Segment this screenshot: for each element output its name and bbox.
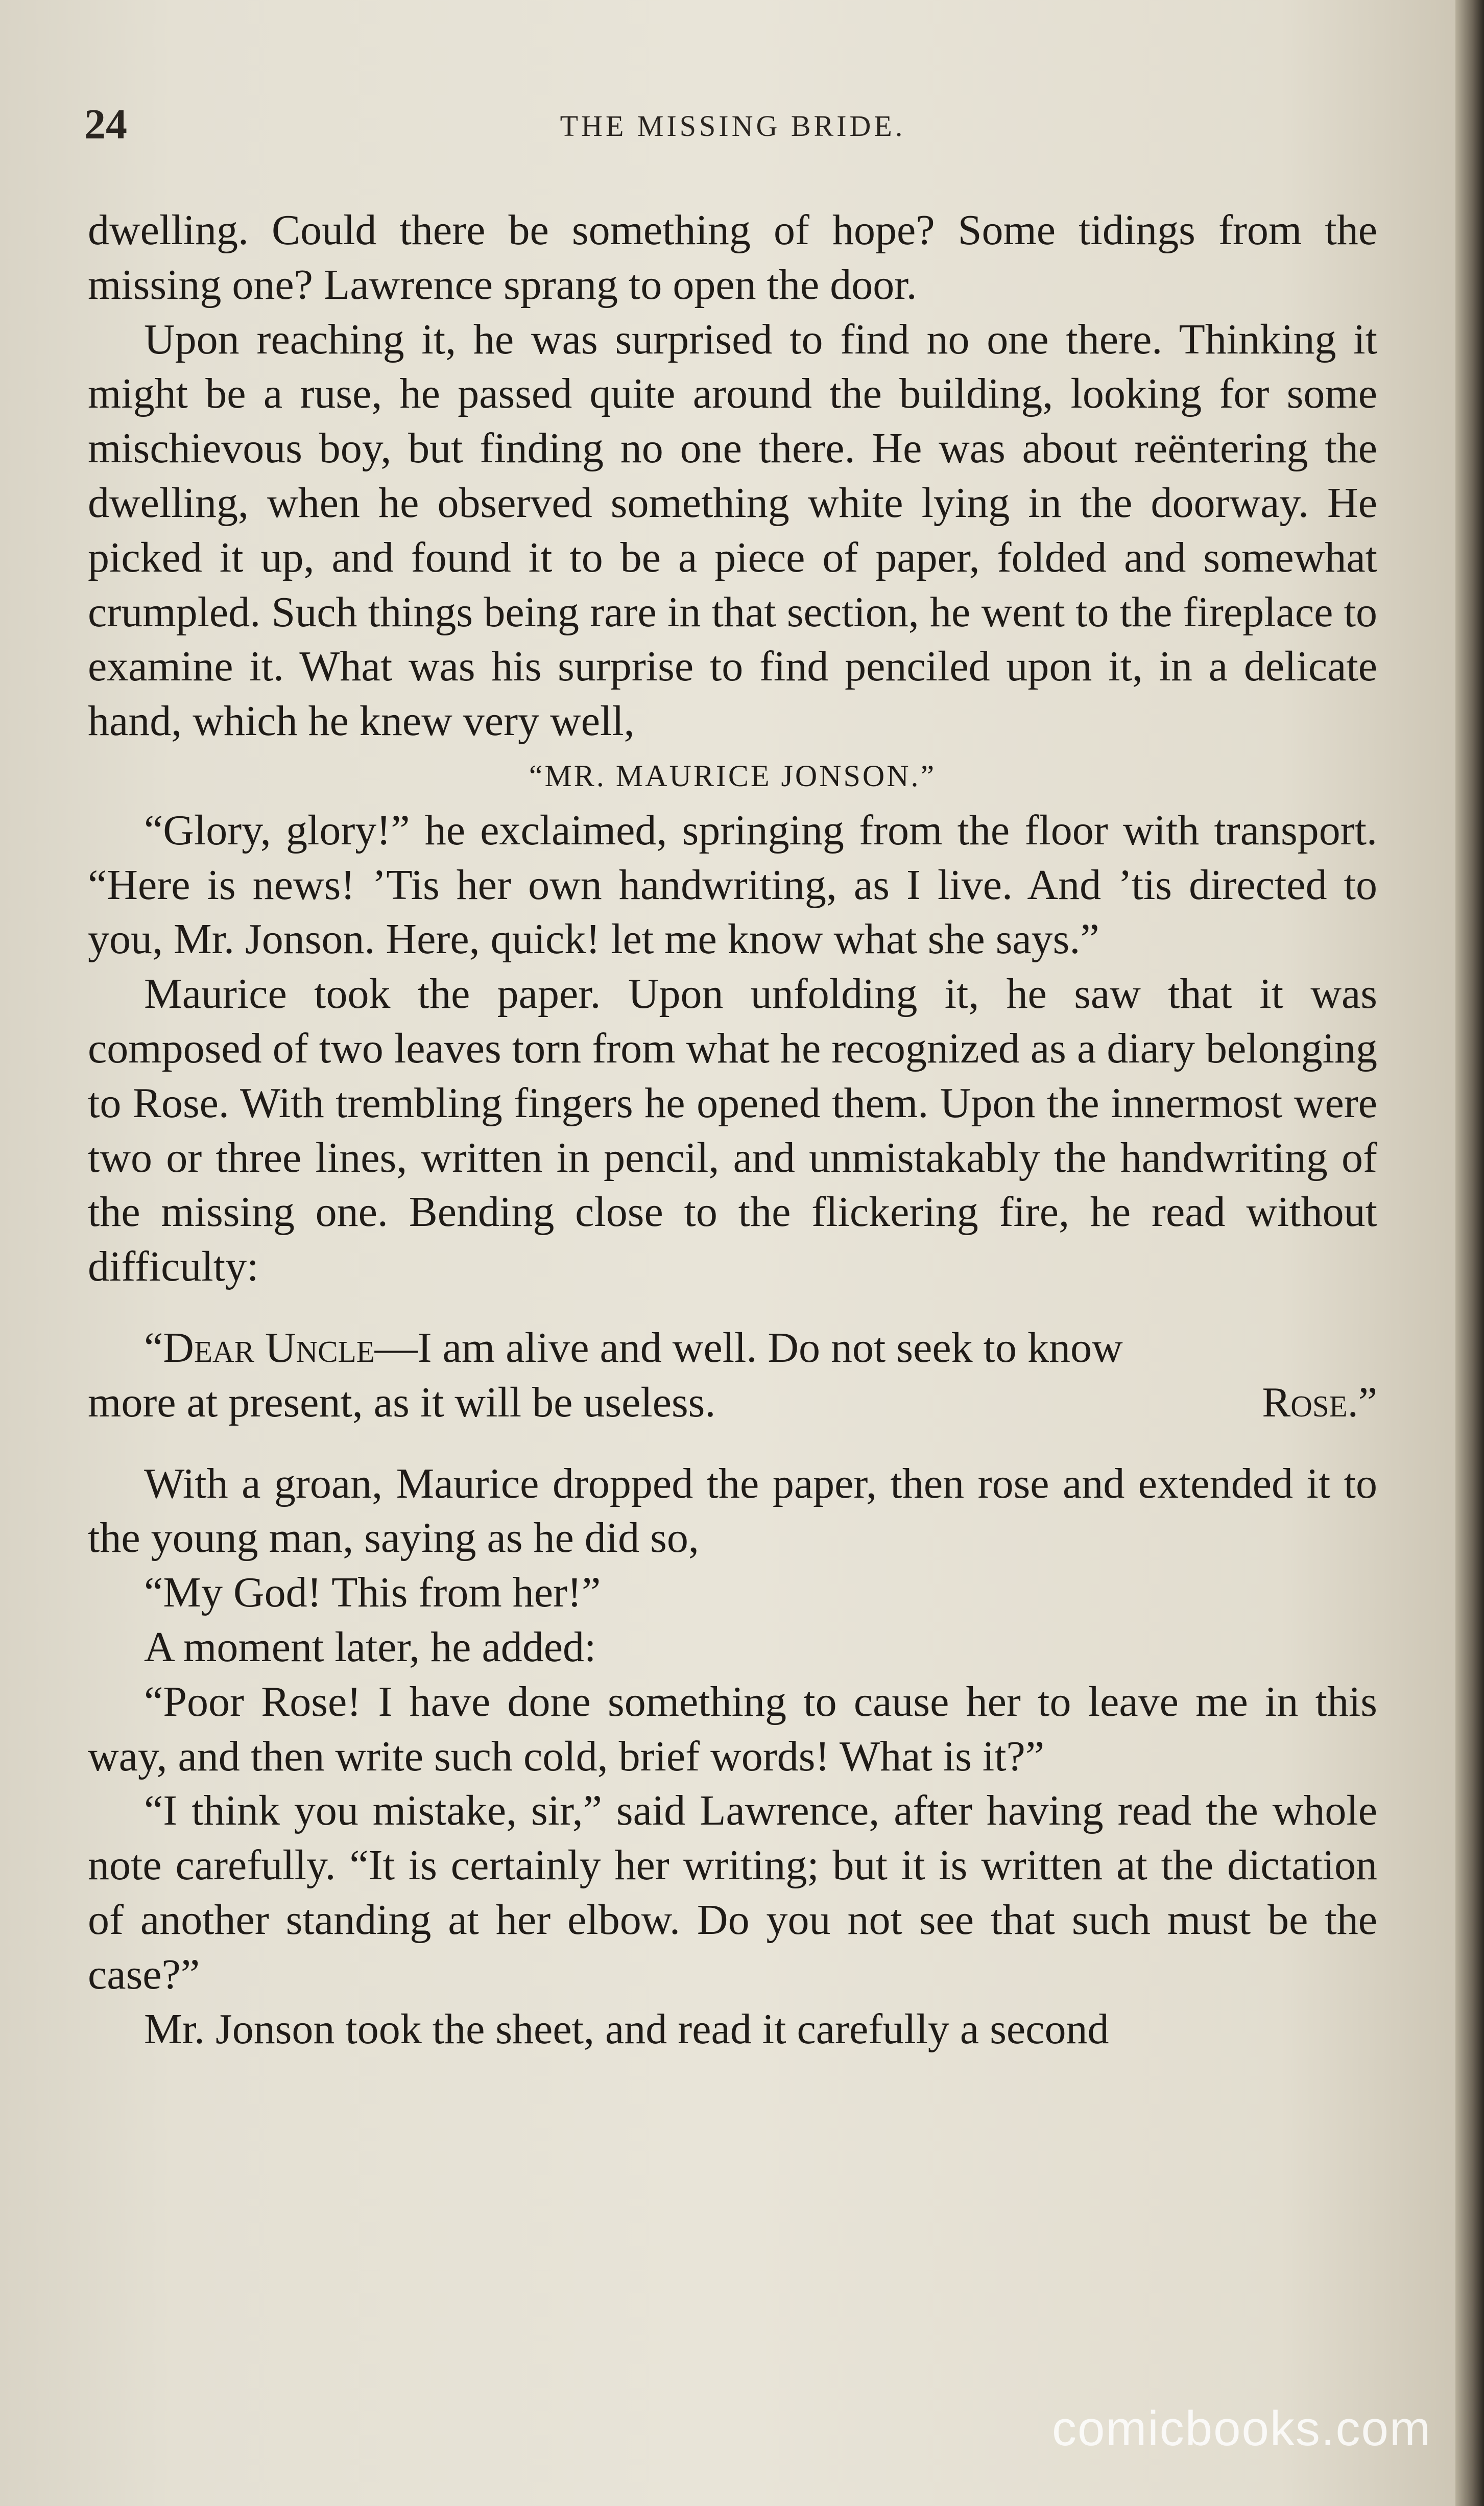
paragraph-3: “Glory, glory!” he exclaimed, springing from the floor with transport. “Here is news! ’Tis her own handwriting, as I live. And ’tis directed to you, Mr. Jonson. Here, quick! let me know what she says.”	[88, 806, 1377, 963]
paragraph-10: Mr. Jonson took the sheet, and read it carefully a second	[144, 2005, 1109, 2053]
paragraph-6: “My God! This from her!”	[144, 1569, 601, 1617]
paragraph-5: With a groan, Maurice dropped the paper, then rose and extended it to the young man, saying as he did so,	[88, 1459, 1377, 1562]
page-number: 24	[84, 101, 127, 148]
watermark: comicbooks.com	[1052, 2401, 1431, 2456]
running-head: THE MISSING BRIDE.	[560, 109, 906, 143]
paragraph-2: Upon reaching it, he was surprised to find no one there. Thinking it might be a ruse, he passed quite around the building, looking for some mischievous boy, but finding no one there. He was about reëntering the dwelling, when he observed something white lying in the doorway. He picked it up, and found it to be a piece of paper, folded and somewhat crumpled. Such things being rare in that section, he went to the fireplace to examine it. What was his surprise to find penciled upon it, in a delicate hand, which he knew very well,	[88, 315, 1377, 745]
paragraph-1: dwelling. Could there be something of hope? Some tidings from the missing one? Lawrence sprang to open the door.	[88, 206, 1377, 309]
quoted-letter	[88, 1321, 1377, 1430]
letter-text-2: more at present, as it will be useless.	[88, 1378, 716, 1426]
paragraph-4: Maurice took the paper. Upon unfolding it, he saw that it was composed of two leaves torn from what he recognized as a diary belonging to Rose. With trembling fingers he opened them. Upon the innermost were two or three lines, written in pencil, and unmistakably the handwriting of the missing one. Bending close to the flickering fire, he read without difficulty:	[88, 970, 1377, 1291]
note-address: “MR. MAURICE JONSON.”	[529, 759, 937, 793]
letter-signature: Rose.”	[1262, 1378, 1377, 1426]
page-edge-shadow	[1455, 0, 1484, 2506]
page-header	[84, 100, 1381, 156]
letter-line-1	[88, 1321, 1377, 1376]
paragraph-8: “Poor Rose! I have done something to cause her to leave me in this way, and then write such cold, brief words! What is it?”	[88, 1677, 1377, 1780]
body-text	[88, 203, 1377, 2056]
paragraph-7: A moment later, he added:	[144, 1623, 596, 1671]
paragraph-9: “I think you mistake, sir,” said Lawrence, after having read the whole note carefully. “It is certainly her writing; but it is written at the dictation of another standing at her elbow. Do you not see that such must be the case?”	[88, 1787, 1377, 1998]
letter-text-1: —I am alive and well. Do not seek to know	[374, 1323, 1123, 1372]
letter-line-2	[88, 1376, 1377, 1430]
letter-salutation: “Dear Uncle	[144, 1323, 375, 1372]
